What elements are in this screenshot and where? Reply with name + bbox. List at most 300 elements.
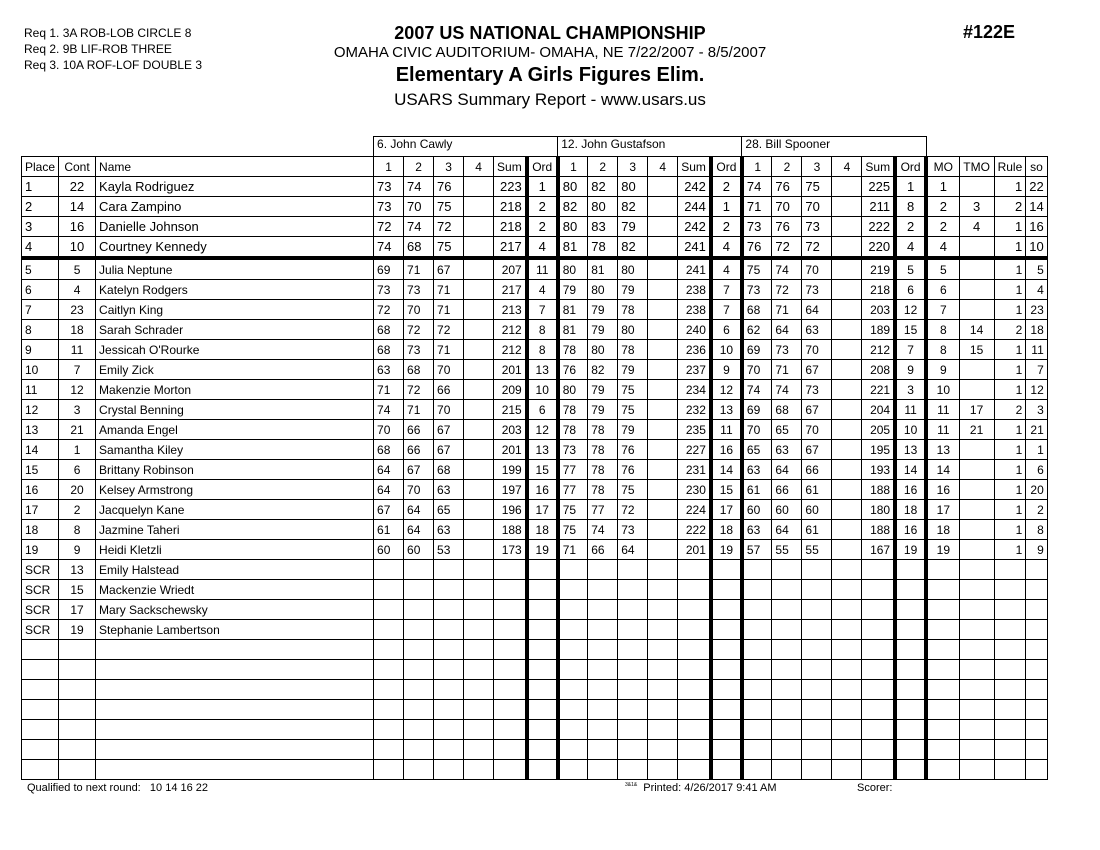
judge1-s1-cell: 71 — [374, 380, 404, 400]
blank-cell — [434, 680, 464, 700]
judge2-s2-cell: 79 — [588, 400, 618, 420]
judge2-s1-cell — [558, 600, 588, 620]
skater-name-cell: Jessicah O'Rourke — [96, 340, 374, 360]
blank-cell — [588, 700, 618, 720]
col-judge1-sum: Sum — [494, 157, 527, 177]
judge2-sum-cell: 230 — [678, 480, 711, 500]
mo-cell — [926, 600, 959, 620]
blank-cell — [772, 760, 802, 780]
judge2-s1-cell: 78 — [558, 340, 588, 360]
judge1-s4-cell — [464, 500, 494, 520]
so-cell — [1026, 600, 1047, 620]
blank-cell — [832, 640, 862, 660]
judge3-ord-cell: 16 — [895, 520, 926, 540]
blank-cell — [895, 760, 926, 780]
table-row — [22, 560, 1048, 580]
blank-cell — [527, 760, 558, 780]
mo-cell: 19 — [926, 540, 959, 560]
qualified-line — [27, 782, 208, 794]
judge2-s4-cell — [648, 580, 678, 600]
blank-cell — [527, 700, 558, 720]
judge1-s4-cell — [464, 258, 494, 280]
judge1-sum-cell: 218 — [494, 217, 527, 237]
table-row — [22, 440, 1048, 460]
judge3-s4-cell — [832, 258, 862, 280]
judge3-sum-cell: 220 — [862, 237, 895, 259]
blank-cell — [527, 740, 558, 760]
judge3-ord-cell — [895, 620, 926, 640]
judge2-s4-cell — [648, 500, 678, 520]
judge2-sum-cell: 244 — [678, 197, 711, 217]
judge3-s4-cell — [832, 380, 862, 400]
col-judge3-s1: 1 — [742, 157, 772, 177]
judge1-s3-cell: 75 — [434, 197, 464, 217]
judge3-ord-cell: 7 — [895, 340, 926, 360]
blank-cell — [404, 700, 434, 720]
judge1-s1-cell: 64 — [374, 480, 404, 500]
judge2-s3-cell: 80 — [618, 177, 648, 197]
judge1-ord-cell: 7 — [527, 300, 558, 320]
judge1-s4-cell — [464, 360, 494, 380]
tiny-mark: 3&1& — [625, 782, 638, 788]
judge3-s4-cell — [832, 360, 862, 380]
cont-cell: 23 — [59, 300, 96, 320]
blank-cell — [59, 760, 96, 780]
blank-cell — [404, 660, 434, 680]
blank-cell — [862, 640, 895, 660]
judge2-s2-cell: 74 — [588, 520, 618, 540]
judge3-s2-cell: 55 — [772, 540, 802, 560]
judge2-ord-cell: 2 — [711, 217, 742, 237]
judge1-ord-cell — [527, 620, 558, 640]
judge3-ord-cell: 2 — [895, 217, 926, 237]
blank-cell — [926, 760, 959, 780]
place-cell: 10 — [22, 360, 59, 380]
rule-cell — [994, 580, 1026, 600]
blank-cell — [494, 700, 527, 720]
blank-cell — [711, 700, 742, 720]
skater-name-cell: Samantha Kiley — [96, 440, 374, 460]
judge1-s2-cell: 64 — [404, 520, 434, 540]
rule-cell: 1 — [994, 177, 1026, 197]
so-cell: 2 — [1026, 500, 1047, 520]
table-row — [22, 360, 1048, 380]
blank-cell — [374, 720, 404, 740]
judge2-sum-cell: 231 — [678, 460, 711, 480]
blank-cell — [959, 660, 994, 680]
rule-cell — [994, 600, 1026, 620]
judge1-sum-cell: 201 — [494, 360, 527, 380]
col-judge2-s1: 1 — [558, 157, 588, 177]
judge3-sum-cell — [862, 620, 895, 640]
judge1-s2-cell: 70 — [404, 197, 434, 217]
judge2-sum-cell: 236 — [678, 340, 711, 360]
blank-cell — [742, 660, 772, 680]
judge1-sum-cell: 197 — [494, 480, 527, 500]
table-row — [22, 217, 1048, 237]
judge1-sum-cell — [494, 560, 527, 580]
judge1-s3-cell: 70 — [434, 360, 464, 380]
judge3-s2-cell: 64 — [772, 460, 802, 480]
blank-cell — [832, 660, 862, 680]
judge3-s1-cell: 69 — [742, 340, 772, 360]
blank-cell — [494, 660, 527, 680]
tmo-cell: 4 — [959, 217, 994, 237]
judge3-s3-cell: 60 — [802, 500, 832, 520]
judge3-s1-cell: 61 — [742, 480, 772, 500]
requirements-list — [24, 25, 202, 73]
blank-cell — [96, 640, 374, 660]
place-cell: 8 — [22, 320, 59, 340]
blank-row — [22, 640, 1048, 660]
judge2-s2-cell — [588, 600, 618, 620]
judge1-s4-cell — [464, 440, 494, 460]
judge1-sum-cell: 212 — [494, 340, 527, 360]
judge3-s3-cell — [802, 620, 832, 640]
blank-cell — [494, 720, 527, 740]
judge3-sum-cell: 204 — [862, 400, 895, 420]
so-cell: 22 — [1026, 177, 1047, 197]
judge3-s3-cell: 67 — [802, 440, 832, 460]
blank-cell — [772, 660, 802, 680]
blank-cell — [832, 740, 862, 760]
judge1-s1-cell: 68 — [374, 440, 404, 460]
blank-cell — [959, 720, 994, 740]
mo-cell: 9 — [926, 360, 959, 380]
blank-cell — [404, 640, 434, 660]
cont-cell: 2 — [59, 500, 96, 520]
judge3-ord-cell: 11 — [895, 400, 926, 420]
judge2-s3-cell: 73 — [618, 520, 648, 540]
judge2-sum-cell: 235 — [678, 420, 711, 440]
judge1-s4-cell — [464, 300, 494, 320]
judge1-s4-cell — [464, 520, 494, 540]
blank-cell — [59, 680, 96, 700]
judge3-s2-cell: 64 — [772, 320, 802, 340]
judge2-sum-cell: 238 — [678, 280, 711, 300]
blank-row — [22, 680, 1048, 700]
judge3-s2-cell: 74 — [772, 380, 802, 400]
judge1-s3-cell: 72 — [434, 320, 464, 340]
judge3-s1-cell: 76 — [742, 237, 772, 259]
col-cont: Cont — [59, 157, 96, 177]
col-judge1-ord: Ord — [527, 157, 558, 177]
blank-cell — [832, 720, 862, 740]
table-row — [22, 237, 1048, 259]
judge3-s3-cell — [802, 560, 832, 580]
judge2-s1-cell: 75 — [558, 520, 588, 540]
cont-cell: 9 — [59, 540, 96, 560]
printed-line — [625, 782, 777, 794]
judge3-s4-cell — [832, 237, 862, 259]
judge2-s1-cell: 79 — [558, 280, 588, 300]
blank-cell — [96, 700, 374, 720]
judge2-s1-cell: 73 — [558, 440, 588, 460]
skater-name-cell: Kayla Rodriguez — [96, 177, 374, 197]
judge1-s2-cell: 73 — [404, 280, 434, 300]
so-cell: 21 — [1026, 420, 1047, 440]
judge2-s1-cell — [558, 580, 588, 600]
judge3-s1-cell: 74 — [742, 177, 772, 197]
judge2-s1-cell: 77 — [558, 460, 588, 480]
table-row — [22, 400, 1048, 420]
tmo-cell: 14 — [959, 320, 994, 340]
cont-cell: 11 — [59, 340, 96, 360]
judge2-s2-cell: 66 — [588, 540, 618, 560]
judge2-ord-cell: 16 — [711, 440, 742, 460]
judge3-s2-cell: 74 — [772, 258, 802, 280]
judge3-s3-cell — [802, 580, 832, 600]
place-cell: 6 — [22, 280, 59, 300]
rule-cell: 1 — [994, 380, 1026, 400]
blank-cell — [711, 720, 742, 740]
judge2-s3-cell: 76 — [618, 440, 648, 460]
skater-name-cell: Jazmine Taheri — [96, 520, 374, 540]
blank-cell — [374, 660, 404, 680]
column-header-row — [22, 157, 1048, 177]
blank-cell — [742, 680, 772, 700]
judge2-s2-cell: 78 — [588, 420, 618, 440]
judge2-s3-cell: 75 — [618, 480, 648, 500]
judge3-s1-cell: 69 — [742, 400, 772, 420]
judge3-s4-cell — [832, 400, 862, 420]
mo-cell: 16 — [926, 480, 959, 500]
blank-cell — [862, 720, 895, 740]
judge1-s2-cell: 74 — [404, 217, 434, 237]
judge1-s1-cell: 64 — [374, 460, 404, 480]
blank-cell — [959, 680, 994, 700]
rule-cell: 1 — [994, 480, 1026, 500]
judge3-sum-cell: 195 — [862, 440, 895, 460]
judge2-s1-cell: 81 — [558, 237, 588, 259]
blank-cell — [494, 760, 527, 780]
so-cell: 3 — [1026, 400, 1047, 420]
judge1-s4-cell — [464, 177, 494, 197]
judge3-ord-cell: 9 — [895, 360, 926, 380]
blank-cell — [959, 740, 994, 760]
judge2-s4-cell — [648, 620, 678, 640]
judge1-s4-cell — [464, 480, 494, 500]
judge2-s2-cell — [588, 560, 618, 580]
so-cell — [1026, 620, 1047, 640]
judge2-ord-cell: 15 — [711, 480, 742, 500]
blank-cell — [404, 680, 434, 700]
judge3-sum-cell: 221 — [862, 380, 895, 400]
mo-cell: 11 — [926, 400, 959, 420]
judge2-s2-cell: 80 — [588, 197, 618, 217]
col-judge1-s4: 4 — [464, 157, 494, 177]
blank-cell — [374, 700, 404, 720]
tmo-cell — [959, 620, 994, 640]
tmo-cell — [959, 500, 994, 520]
blank-cell — [994, 720, 1026, 740]
judge1-ord-cell: 19 — [527, 540, 558, 560]
judge1-s2-cell: 70 — [404, 300, 434, 320]
judge1-s3-cell: 71 — [434, 300, 464, 320]
judge1-s1-cell — [374, 560, 404, 580]
tmo-cell — [959, 520, 994, 540]
blank-cell — [862, 660, 895, 680]
judge2-ord-cell: 19 — [711, 540, 742, 560]
judge1-s4-cell — [464, 460, 494, 480]
judge3-s3-cell: 72 — [802, 237, 832, 259]
judge1-s2-cell: 72 — [404, 320, 434, 340]
judge3-ord-cell: 12 — [895, 300, 926, 320]
judge3-s2-cell: 72 — [772, 237, 802, 259]
place-cell: SCR — [22, 560, 59, 580]
blank-cell — [22, 660, 59, 680]
judge2-s4-cell — [648, 217, 678, 237]
place-cell: 12 — [22, 400, 59, 420]
skater-name-cell: Heidi Kletzli — [96, 540, 374, 560]
judge2-ord-cell: 1 — [711, 197, 742, 217]
blank-cell — [96, 740, 374, 760]
judge2-s4-cell — [648, 440, 678, 460]
judge2-ord-cell — [711, 600, 742, 620]
judge2-s2-cell: 79 — [588, 300, 618, 320]
judge2-s4-cell — [648, 520, 678, 540]
blank-cell — [802, 760, 832, 780]
blank-cell — [802, 660, 832, 680]
judge3-sum-cell: 222 — [862, 217, 895, 237]
qualified-values: 10 14 16 22 — [149, 782, 209, 794]
judge1-s3-cell: 53 — [434, 540, 464, 560]
blank-cell — [588, 760, 618, 780]
blank-cell — [648, 640, 678, 660]
mo-cell — [926, 580, 959, 600]
table-row — [22, 600, 1048, 620]
blank-cell — [895, 720, 926, 740]
tmo-cell — [959, 600, 994, 620]
judge2-s3-cell: 79 — [618, 217, 648, 237]
place-cell: 13 — [22, 420, 59, 440]
judge3-ord-cell: 4 — [895, 237, 926, 259]
judge3-sum-cell: 180 — [862, 500, 895, 520]
mo-cell: 2 — [926, 217, 959, 237]
judge2-s3-cell: 78 — [618, 340, 648, 360]
judge2-s1-cell: 80 — [558, 380, 588, 400]
judge1-s3-cell: 67 — [434, 258, 464, 280]
blank-cell — [1026, 680, 1047, 700]
judge1-sum-cell — [494, 580, 527, 600]
blank-cell — [648, 720, 678, 740]
blank-cell — [96, 660, 374, 680]
qualified-label: Qualified to next round: — [27, 782, 141, 794]
blank-row — [22, 760, 1048, 780]
blank-cell — [22, 700, 59, 720]
tmo-cell: 21 — [959, 420, 994, 440]
judge2-s3-cell: 80 — [618, 258, 648, 280]
judge3-s1-cell: 68 — [742, 300, 772, 320]
blank-cell — [926, 680, 959, 700]
judge3-s2-cell: 63 — [772, 440, 802, 460]
judge1-s1-cell: 74 — [374, 237, 404, 259]
blank-row — [22, 720, 1048, 740]
mo-cell: 8 — [926, 320, 959, 340]
judge1-sum-cell — [494, 620, 527, 640]
judge1-s2-cell: 68 — [404, 360, 434, 380]
judge3-s4-cell — [832, 500, 862, 520]
so-cell — [1026, 580, 1047, 600]
col-judge2-s3: 3 — [618, 157, 648, 177]
table-row — [22, 197, 1048, 217]
skater-name-cell: Kelsey Armstrong — [96, 480, 374, 500]
cont-cell: 12 — [59, 380, 96, 400]
judge2-sum-cell: 237 — [678, 360, 711, 380]
judge1-s4-cell — [464, 560, 494, 580]
judge1-ord-cell: 2 — [527, 217, 558, 237]
judge2-s3-cell — [618, 560, 648, 580]
blank-cell — [527, 680, 558, 700]
cont-cell: 4 — [59, 280, 96, 300]
judge2-s3-cell: 75 — [618, 400, 648, 420]
blank-cell — [1026, 700, 1047, 720]
judge1-sum-cell: 207 — [494, 258, 527, 280]
judge1-sum-cell: 209 — [494, 380, 527, 400]
col-judge1-s3: 3 — [434, 157, 464, 177]
col-mo: MO — [926, 157, 959, 177]
place-cell: 15 — [22, 460, 59, 480]
mo-cell: 2 — [926, 197, 959, 217]
judge3-s2-cell: 73 — [772, 340, 802, 360]
table-row — [22, 540, 1048, 560]
skater-name-cell: Courtney Kennedy — [96, 237, 374, 259]
judge1-s3-cell — [434, 600, 464, 620]
judge3-s2-cell: 68 — [772, 400, 802, 420]
judge2-sum-cell: 222 — [678, 520, 711, 540]
judge3-s3-cell: 55 — [802, 540, 832, 560]
judge2-s1-cell: 80 — [558, 258, 588, 280]
judge1-s4-cell — [464, 197, 494, 217]
judge2-s4-cell — [648, 300, 678, 320]
judge1-s1-cell — [374, 580, 404, 600]
so-cell: 18 — [1026, 320, 1047, 340]
table-row — [22, 280, 1048, 300]
judge1-s1-cell: 67 — [374, 500, 404, 520]
judge1-s4-cell — [464, 217, 494, 237]
blank-cell — [895, 660, 926, 680]
table-row — [22, 500, 1048, 520]
judge1-ord-cell — [527, 560, 558, 580]
tmo-cell — [959, 380, 994, 400]
judge3-ord-cell: 5 — [895, 258, 926, 280]
judge1-s4-cell — [464, 280, 494, 300]
blank-cell — [618, 680, 648, 700]
judge2-sum-cell — [678, 620, 711, 640]
judge3-ord-cell: 1 — [895, 177, 926, 197]
judge1-sum-cell: 223 — [494, 177, 527, 197]
judge1-ord-cell: 11 — [527, 258, 558, 280]
blank-cell — [434, 660, 464, 680]
place-cell: 7 — [22, 300, 59, 320]
mo-cell: 8 — [926, 340, 959, 360]
rule-cell — [994, 560, 1026, 580]
blank-cell — [59, 700, 96, 720]
judge1-s1-cell: 73 — [374, 177, 404, 197]
blank-cell — [895, 700, 926, 720]
judge2-ord-cell: 7 — [711, 300, 742, 320]
judge2-ord-cell: 2 — [711, 177, 742, 197]
judge3-ord-cell: 13 — [895, 440, 926, 460]
rule-cell: 1 — [994, 237, 1026, 259]
judge3-ord-cell: 14 — [895, 460, 926, 480]
judge2-s4-cell — [648, 197, 678, 217]
place-cell: 1 — [22, 177, 59, 197]
judge3-sum-cell: 211 — [862, 197, 895, 217]
blank-cell — [96, 720, 374, 740]
judge2-s1-cell: 78 — [558, 420, 588, 440]
place-cell: 4 — [22, 237, 59, 259]
